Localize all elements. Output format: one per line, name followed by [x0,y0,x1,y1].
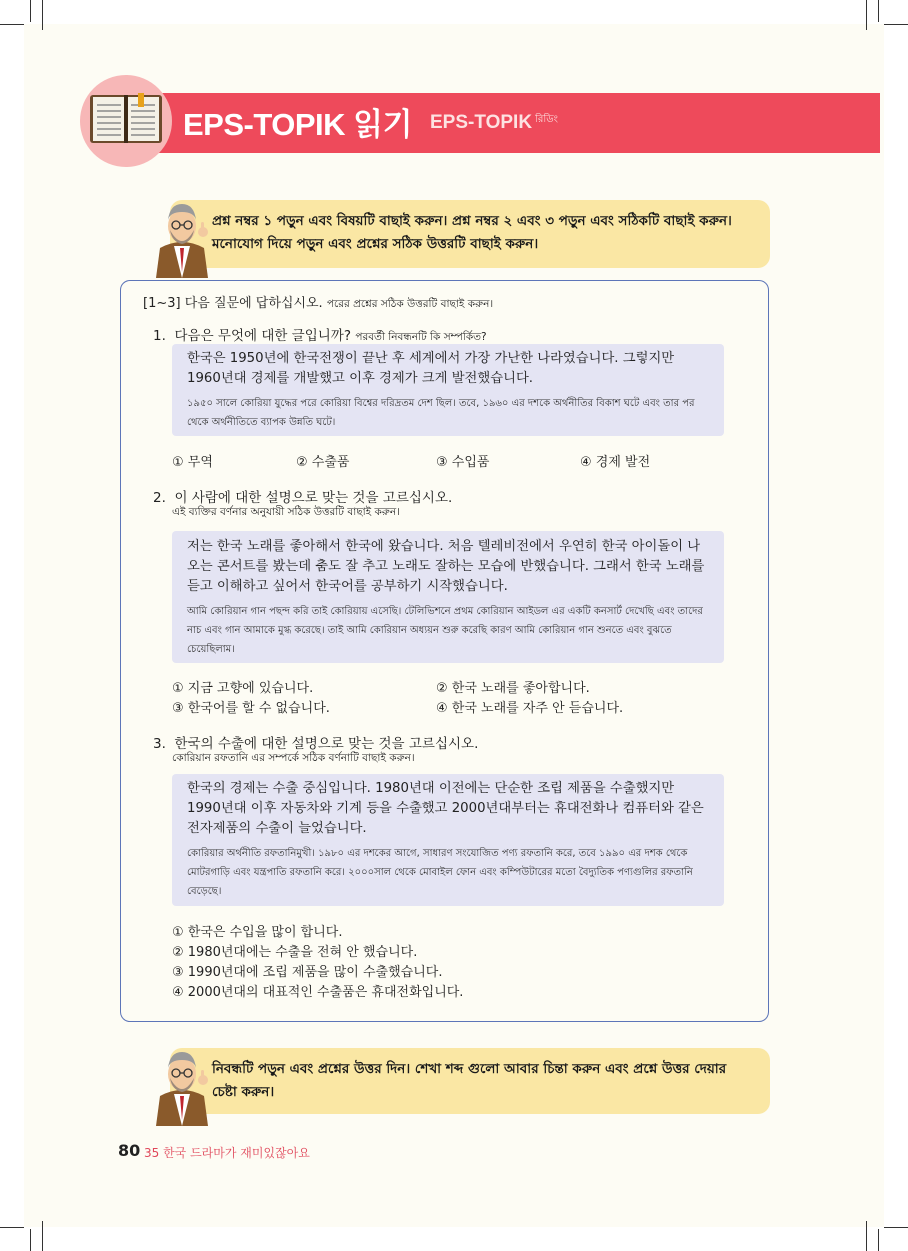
passage-ko: 저는 한국 노래를 좋아해서 한국에 왔습니다. 처음 텔레비전에서 우연히 한국 아이돌이 나오는 콘서트를 봤는데 춤도 잘 추고 노래도 잘하는 모습에 반했습니다. 그래서 한국 노래를 듣고 이해하고 싶어서 한국어를 공부하기 시작했습니다. [187,539,705,594]
question-text-bn: পরবর্তী নিবন্ধনটি কি সম্পর্কিত? [355,331,487,343]
crop-mark [42,0,43,30]
instruction-top-line2: মনোযোগ দিয়ে পড়ুন এবং প্রশ্নের সঠিক উত্তরটি বাছাই করুন। [212,236,539,252]
passage-3 [172,774,724,906]
instruction-bottom-text: নিবন্ধটি পড়ুন এবং প্রশ্নের উত্তর দিন। শেখা শব্দ গুলো আবার চিন্তা করুন এবং প্রশ্নে উত্তর দেয়ার চেষ্টা করুন। [212,1061,727,1100]
page-number: 80 [118,1141,141,1160]
q2-option-4[interactable]: ④ 한국 노래를 자주 안 듣습니다. [436,701,624,716]
crop-mark [0,1227,24,1228]
chapter-title: 35 한국 드라마가 재미있잖아요 [144,1146,310,1160]
question-text: 한국의 수출에 대한 설명으로 맞는 것을 고르십시오. [174,736,479,752]
crop-mark [0,24,24,25]
instruction-top-line1: প্রশ্ন নম্বর ১ পড়ুন এবং বিষয়টি বাছাই করুন। প্রশ্ন নম্বর ২ এবং ৩ পড়ুন এবং সঠিকটি বাছাই করুন। [212,213,732,229]
q1-option-1[interactable]: ① 무역 [172,455,213,470]
question-intro [143,292,493,314]
q2-option-1[interactable]: ① 지금 고향에 있습니다. [172,681,314,696]
passage-ko: 한국의 경제는 수출 중심입니다. 1980년대 이전에는 단순한 조립 제품을 수출했지만 1990년대 이후 자동차와 기계 등을 수출했고 2000년대부터는 휴대전화나 컴퓨터와 같은 전자제품의 수출이 늘었습니다. [187,781,704,836]
page-title: EPS-TOPIK 읽기 [183,107,413,142]
question-text: 이 사람에 대한 설명으로 맞는 것을 고르십시오. [174,490,453,506]
intro-bn: পরের প্রশ্নের সঠিক উত্তরটি বাছাই করুন। [326,298,494,310]
crop-mark [884,24,908,25]
q1-option-4[interactable]: ④ 경제 발전 [580,455,651,470]
q2-option-3[interactable]: ③ 한국어를 할 수 없습니다. [172,701,330,716]
crop-mark [878,0,879,22]
crop-mark [866,0,867,30]
crop-mark [30,1229,31,1251]
crop-mark [884,1227,908,1228]
crop-mark [30,0,31,22]
crop-mark [42,1221,43,1251]
q3-option-3[interactable]: ③ 1990년대에 조립 제품을 많이 수출했습니다. [172,965,443,980]
subtitle-small: রিডিং [535,114,558,125]
instruction-top-text [212,210,732,256]
q3-option-2[interactable]: ② 1980년대에는 수출을 전혀 안 했습니다. [172,945,418,960]
passage-ko: 한국은 1950년에 한국전쟁이 끝난 후 세계에서 가장 가난한 나라였습니다. 그렇지만 1960년대 경제를 개발했고 이후 경제가 크게 발전했습니다. [187,351,675,386]
q1-option-2[interactable]: ② 수출품 [296,455,350,470]
teacher-icon [150,1044,214,1126]
intro-ko: [1~3] 다음 질문에 답하십시오. [143,296,323,311]
page-subtitle [430,112,558,134]
question-2-title [153,486,452,506]
question-3-title-bn: কোরিয়ান রফতানি এর সম্পর্কে সঠিক বর্ণনাটি বাছাই করুন। [172,752,415,764]
q3-option-1[interactable]: ① 한국은 수입을 많이 합니다. [172,925,343,940]
question-number: 3. [153,736,166,752]
crop-mark [866,1221,867,1251]
question-text: 다음은 무엇에 대한 글입니까? [174,328,352,344]
question-2-title-bn: এই ব্যক্তির বর্ণনার অনুযায়ী সঠিক উত্তরটি বাছাই করুন। [172,506,400,518]
teacher-icon [150,196,214,278]
question-3-title [153,732,478,752]
passage-bn: ১৯৫০ সালে কোরিয়া যুদ্ধের পরে কোরিয়া বিশ্বের দরিদ্রতম দেশ ছিল। তবে, ১৯৬০ এর দশকে অর্থনীতির বিকাশ ঘটে এবং তার পর থেকে অর্থনীতিতে ব্যাপক উন্নতি ঘটে। [187,398,695,428]
q2-option-2[interactable]: ② 한국 노래를 좋아합니다. [436,681,590,696]
book-icon [88,93,164,145]
crop-mark [878,1229,879,1251]
q1-option-3[interactable]: ③ 수입품 [436,455,490,470]
passage-2 [172,531,724,663]
passage-bn: আমি কোরিয়ান গান পছন্দ করি তাই কোরিয়ায় এসেছি। টেলিভিশনে প্রথম কোরিয়ান আইডল এর একটি কনসার্ট দেখেছি এবং তাদের নাচ এবং গান আমাকে মুগ্ধ করেছে। তাই আমি কোরিয়ান অধ্যয়ন শুরু করেছি কারণ আমি কোরিয়ান গান শুনতে এবং বুঝতে চেয়েছিলাম। [187,606,703,655]
question-number: 1. [153,328,166,344]
passage-bn: কোরিয়ার অর্থনীতি রফতানিমুখী। ১৯৮০ এর দশকের আগে, সাধারণ সংযোজিত পণ্য রফতানি করে, তবে ১৯৯০ এর দশক থেকে মোটরগাড়ি এবং যন্ত্রপাতি রফতানি করে। ২০০০সাল থেকে মোবাইল ফোন এবং কম্পিউটারের মতো বৈদ্যুতিক পণ্যগুলির রফতানি বেড়েছে। [187,848,693,897]
q3-option-4[interactable]: ④ 2000년대의 대표적인 수출품은 휴대전화입니다. [172,985,464,1000]
passage-1 [172,344,724,436]
question-number: 2. [153,490,166,506]
subtitle-text: EPS-TOPIK [430,112,533,133]
